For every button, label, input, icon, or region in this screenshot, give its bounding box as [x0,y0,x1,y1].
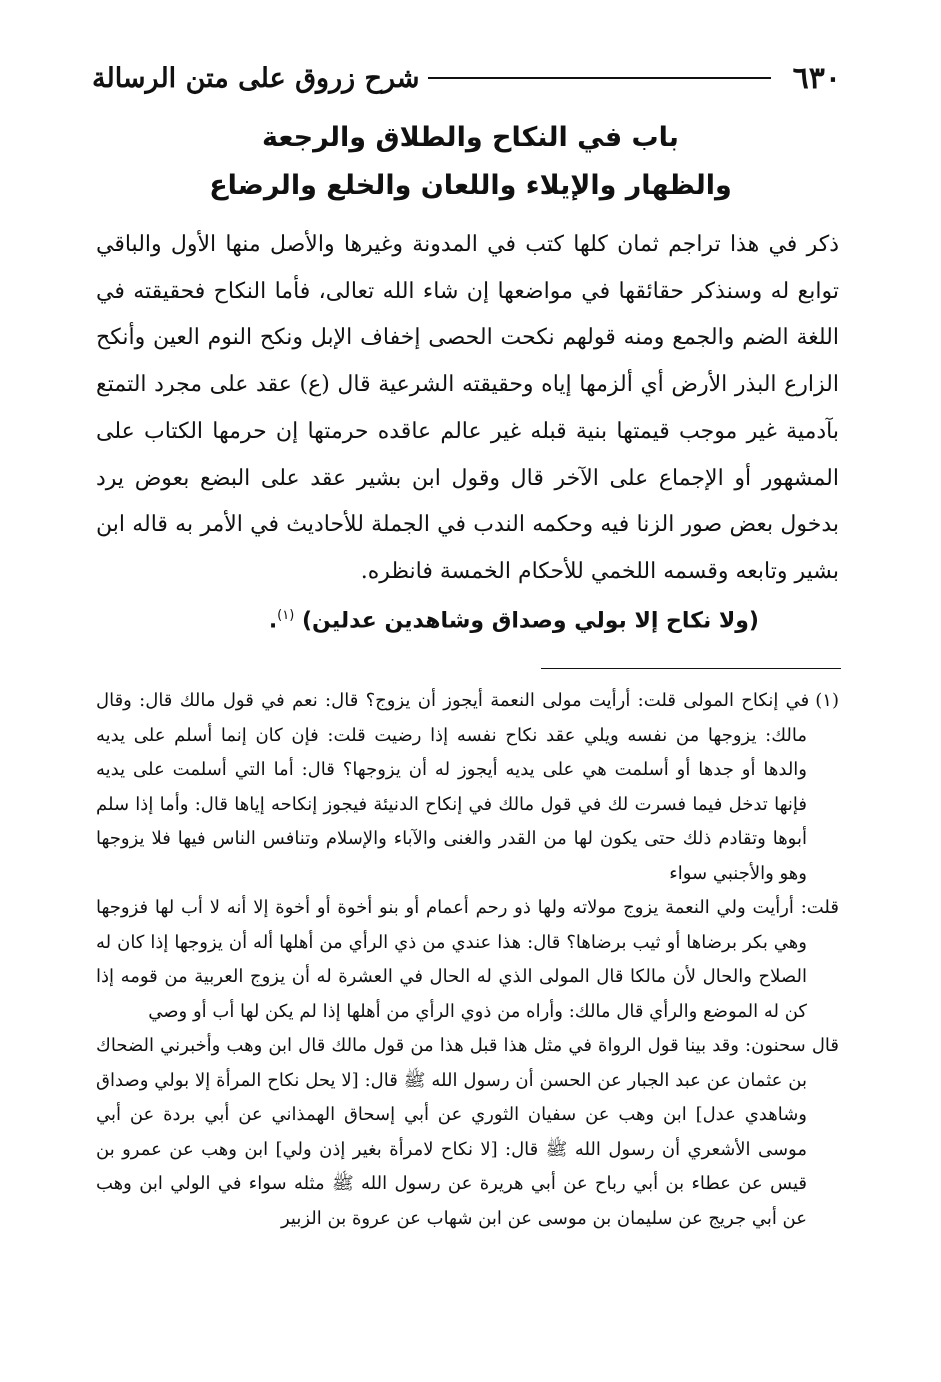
footnote-1-mark: (١) [815,690,839,711]
footnote-1-text: في إنكاح المولى قلت: أرأيت مولى النعمة أيجوز أن يزوج؟ قال: نعم في قول مالك قال: وقال مالك: يزوجها من نفسه ويلي عقد نكاح نفسه إذا رضيت قلت: فإن كان إنما أسلم على يديه والدها أو جدها أو أسلمت هي على يديه أيجوز له أن يزوجها؟ قال: أما التي أسلمت على يديه فإنها تدخل فيما فسرت لك في قول مالك في إنكاح الدنيئة فيجوز إنكاحه إياها قال: وأما إذا سلم أبوها وتقادم ذلك حتى يكون لها من القدر والغنى والآباء والإسلام وتنافس الناس فيها فلا يزوجها وهو والأجنبي سواء [96,690,810,884]
body-paragraph: ذكر في هذا تراجم ثمان كلها كتب في المدونة وغيرها والأصل منها الأول والباقي توابع له وسنذكر حقائقها في مواضعها إن شاء الله تعالى، فأما النكاح فحقيقته في اللغة الضم والجمع ومنه قولهم نكحت الحصى إخفاف الإبل ونكح النوم العين وأنكح الزارع البذر الأرض أي ألزمها إياه وحقيقته الشرعية قال (ع) عقد على مجرد التمتع بآدمية غير موجب قيمتها بنية قبله غير عالم عاقده حرمتها إن حرمها الكتاب على المشهور أو الإجماع على الآخر قال وقول ابن بشير عقد على البضع بعوض يرد بدخول بعض صور الزنا فيه وحكمه الندب في الجملة للأحاديث في الأمر به قاله ابن بشير وتابعه وقسمه اللخمي للأحكام الخمسة فانظره. [96,232,839,584]
matn-line [100,608,839,633]
chapter-title-line-1: باب في النكاح والطلاق والرجعة [262,122,679,153]
page-number: ٦٣٠ [792,60,841,96]
footnote-1 [96,684,839,891]
footnote-paragraph-2: قلت: أرأيت ولي النعمة يزوج مولاته ولها ذو رحم أعمام أو بنو أخوة أو أخوة إلا أنه لا أب لها فزوجها وهي بكر برضاها أو ثيب برضاها؟ قال: هذا عندي من ذي الرأي من أهلها أله أن يزوجها إذا كان له الصلاح والحال لأن مالكا قال المولى الذي له الحال في العشرة له أن يزوج العربية من قومه إذا كن له الموضع والرأي قال مالك: وأراه من ذوي الرأي من أهلها إذا لم يكن لها أب أو وصي [96,897,839,1022]
matn-end: . [268,608,278,634]
body-text [96,222,839,596]
chapter-title-line-2: والظهار والإيلاء واللعان والخلع والرضاع [209,170,732,201]
page-header [92,56,841,100]
footnotes [96,684,839,1236]
header-rule [428,77,771,79]
footnote-paragraph-3: قال سحنون: وقد بينا قول الرواة في مثل هذا قبل هذا من قول مالك قال ابن وهب وأخبرني الضحاك بن عثمان عن عبد الجبار عن الحسن أن رسول الله ﷺ قال: [لا يحل نكاح المرأة إلا بولي وصداق وشاهدي عدل] ابن وهب عن سفيان الثوري عن أبي إسحاق الهمذاني عن أبي بردة عن أبي موسى الأشعري أن رسول الله ﷺ قال: [لا نكاح لامرأة بغير إذن ولي] ابن وهب عن عمرو بن قيس عن عطاء بن أبي رباح عن أبي هريرة عن رسول الله ﷺ مثله سواء في الولي ابن وهب عن أبي جريج عن سليمان بن موسى عن ابن شهاب عن عروة بن الزبير [96,1035,839,1229]
footnote-separator [541,668,841,669]
matn-text: (ولا نكاح إلا بولي وصداق وشاهدين عدلين) [301,608,759,634]
footnote-reference: (١) [277,608,295,623]
running-title: شرح زروق على متن الرسالة [92,62,420,94]
